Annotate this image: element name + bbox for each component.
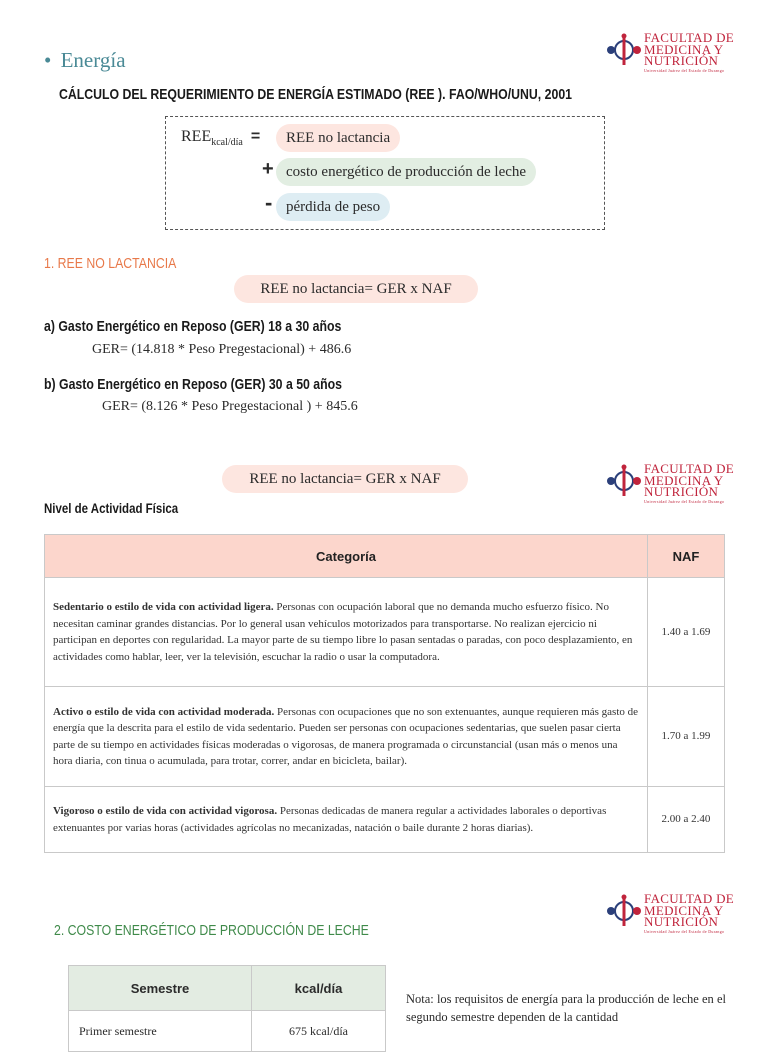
logo-line-3: NUTRICIÓN	[644, 484, 719, 499]
term-costo-energetico: costo energético de producción de leche	[276, 158, 536, 186]
naf-heading: Nivel de Actividad Física	[44, 500, 179, 516]
lhs-subscript: kcal/día	[211, 137, 243, 149]
section1-heading: 1. REE NO LACTANCIA	[44, 255, 177, 272]
category-title: Vigoroso o estilo de vida con actividad vigorosa.	[53, 805, 278, 817]
category-cell	[45, 687, 648, 787]
logo-line-4: Universidad Juárez del Estado de Durango	[644, 67, 725, 73]
faculty-logo-2	[606, 461, 735, 504]
header-categoria: Categoría	[45, 535, 648, 578]
category-cell	[45, 787, 648, 853]
term-perdida-peso: pérdida de peso	[276, 193, 390, 221]
logo-line-1: FACULTAD DE	[644, 30, 735, 45]
table-row	[45, 787, 725, 853]
category-description: Personas con ocupación laboral que no demanda mucho esfuerzo físico. No necesitan caminar grandes distancias. Por lo general usan vehículos motorizados para transportarse. No realizan ejercicio ni participan en deportes con regularidad. La mayor parte de su tiempo libre lo pasan sentadas o paradas, con poco desplazamiento, en actividades como hablar, leer, ver la televisión, escuchar la radio o usar la computadora.	[53, 601, 633, 663]
ger-b-title: b) Gasto Energético en Reposo (GER) 30 a 50 años	[44, 376, 343, 393]
bullet: •	[44, 48, 52, 72]
category-title: Activo o estilo de vida con actividad moderada.	[53, 705, 275, 718]
naf-table	[44, 534, 725, 853]
table-row	[45, 687, 725, 787]
semestre-cell: Primer semestre	[69, 1011, 252, 1052]
logo-line-2: MEDICINA Y	[644, 902, 724, 918]
header-naf: NAF	[648, 535, 725, 578]
category-cell	[45, 578, 648, 687]
table-header-row	[45, 535, 725, 578]
logo-line-1: FACULTAD DE	[644, 891, 735, 906]
formula-lhs	[181, 128, 260, 148]
faculty-logo	[606, 30, 735, 73]
caduceus-icon	[606, 894, 642, 928]
ger-a-title: a) Gasto Energético en Reposo (GER) 18 a 30 años	[44, 318, 342, 335]
ger-a-formula: GER= (14.818 * Peso Pregestacional) + 486.6	[92, 342, 352, 357]
logo-text	[644, 461, 735, 504]
table-row	[69, 1011, 386, 1052]
title-text: Energía	[60, 48, 126, 72]
section1-pill-2: REE no lactancia= GER x NAF	[222, 465, 468, 493]
section2-heading: 2. COSTO ENERGÉTICO DE PRODUCCIÓN DE LECHE	[54, 922, 369, 939]
header-kcal: kcal/día	[252, 966, 386, 1011]
table-header-row	[69, 966, 386, 1011]
logo-line-4: Universidad Juárez del Estado de Durango	[644, 498, 725, 504]
equals-sign: =	[250, 128, 261, 145]
naf-value: 2.00 a 2.40	[648, 787, 725, 853]
minus-sign: -	[265, 190, 273, 215]
ger-b-formula: GER= (8.126 * Peso Pregestacional ) + 845.6	[102, 399, 358, 414]
lhs-text: REE	[181, 128, 212, 145]
kcal-cell: 675 kcal/día	[252, 1011, 386, 1052]
plus-sign: +	[262, 158, 274, 180]
note-text: Nota: los requisitos de energía para la producción de leche en el segundo semestre dependen de la cantidad	[406, 992, 726, 1024]
logo-line-1: FACULTAD DE	[644, 461, 735, 476]
logo-text	[644, 891, 735, 934]
naf-value: 1.40 a 1.69	[648, 578, 725, 687]
category-description: Personas dedicadas de manera regular a actividades laborales o deportivas extenuantes por varias horas (actividades agrícolas no mecanizadas, natación o baile durante 2 horas diarias).	[53, 805, 607, 834]
category-title: Sedentario o estilo de vida con actividad ligera.	[53, 601, 274, 613]
logo-line-2: MEDICINA Y	[644, 472, 724, 488]
table-row	[45, 578, 725, 687]
logo-text	[644, 30, 735, 73]
page-subtitle: CÁLCULO DEL REQUERIMIENTO DE ENERGÍA ESTIMADO (REE ). FAO/WHO/UNU, 2001	[59, 86, 573, 103]
term-ree-no-lactancia: REE no lactancia	[276, 124, 400, 152]
logo-line-3: NUTRICIÓN	[644, 53, 719, 68]
category-description: Personas con ocupaciones que no son extenuantes, aunque requieren más gasto de energía que la descrita para el estilo de vida sedentario. Pueden ser personas con ocupaciones sedentarias, que suelen pasar cierta parte de su tiempo en actividades físicas moderadas o vigorosas, de manera programada o circunstancial (usan más o menos una hora diaria, con tinua o acumulada, para trotar, correr, andar en bicicleta, bailar).	[53, 705, 639, 767]
section-title	[44, 48, 126, 73]
logo-line-3: NUTRICIÓN	[644, 914, 719, 929]
faculty-logo-3	[606, 891, 735, 934]
logo-line-4: Universidad Juárez del Estado de Durango	[644, 928, 725, 934]
naf-value: 1.70 a 1.99	[648, 687, 725, 787]
header-semestre: Semestre	[69, 966, 252, 1011]
logo-line-2: MEDICINA Y	[644, 41, 724, 57]
caduceus-icon	[606, 464, 642, 498]
section1-pill: REE no lactancia= GER x NAF	[234, 275, 478, 303]
semestre-table	[68, 965, 386, 1052]
caduceus-icon	[606, 33, 642, 67]
